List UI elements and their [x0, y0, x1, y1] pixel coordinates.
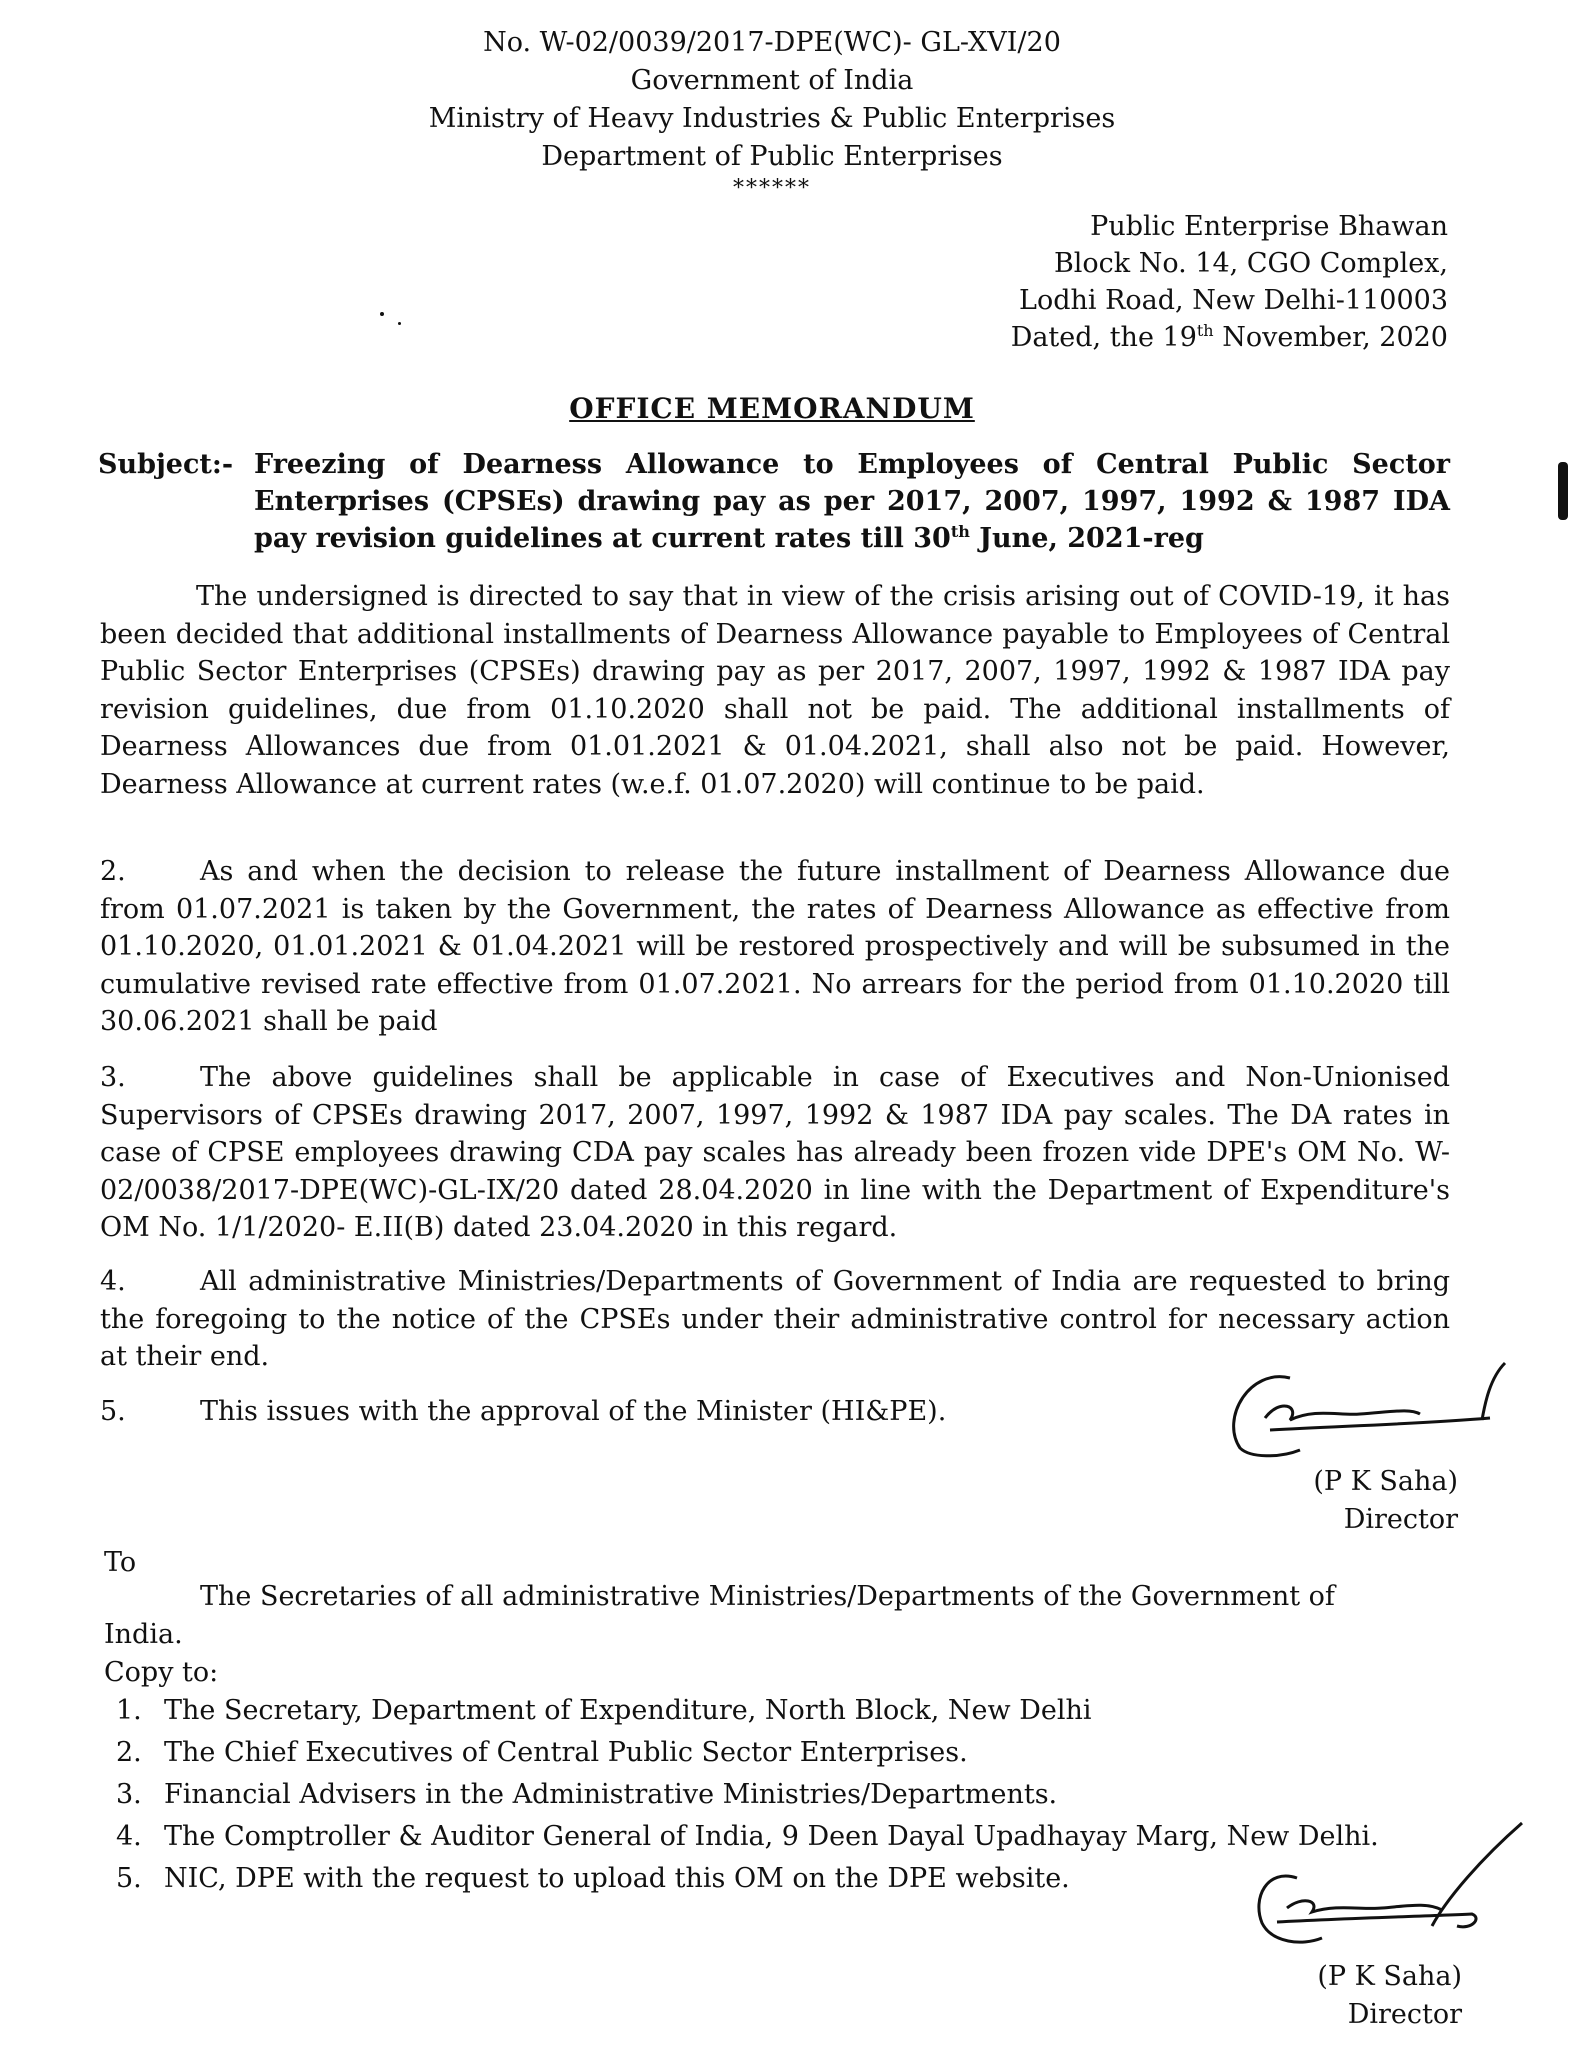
copy-item-number: 3. [116, 1779, 142, 1810]
date-month-year: November, 2020 [1213, 322, 1448, 353]
department-line: Department of Public Enterprises [541, 141, 1003, 172]
address-line-1: Public Enterprise Bhawan [1090, 211, 1448, 242]
paragraph-text: The undersigned is directed to say that in view of the crisis arising out of COVID-19, it has been decided that additional installments of Dearness Allowance payable to Employees of Central Public Sector Enterprises (CPSEs) drawing pay as per 2017, 2007, 1997, 1992 & 1987 IDA pay revision guidelines, due from 01.10.2020 shall not be paid. The additional installments of Dearness Allowances due from 01.01.2021 & 01.04.2021, shall also not be paid. However, Dearness Allowance at current rates (w.e.f. 01.07.2020) will continue to be paid. [100, 581, 1450, 800]
file-number: No. W-02/0039/2017-DPE(WC)- GL-XVI/20 [483, 27, 1061, 58]
subject-text-end: June, 2021-reg [969, 523, 1204, 554]
copy-list-item [116, 1734, 968, 1772]
subject-text-sup: th [950, 522, 970, 541]
scan-speck [398, 322, 401, 325]
paragraph-text: All administrative Ministries/Departments of Government of India are requested to bring the foregoing to the notice of the CPSEs under their administrative control for necessary action at their end. [100, 1266, 1450, 1372]
copy-item-text: NIC, DPE with the request to upload this OM on the DPE website. [164, 1863, 1070, 1894]
copy-list-item [116, 1776, 1057, 1814]
date-prefix: Dated, the 19 [1010, 322, 1197, 353]
subject-text [254, 446, 1450, 557]
signature-2-image [1232, 1818, 1532, 1958]
recipients-line-2: India. [104, 1619, 183, 1650]
copy-list-item [116, 1860, 1070, 1898]
government-line: Government of India [630, 65, 914, 96]
recipients-line-1: The Secretaries of all administrative Ministries/Departments of the Government of [200, 1581, 1335, 1612]
copy-item-text: Financial Advisers in the Administrative Ministries/Departments. [164, 1779, 1058, 1810]
date-line [1011, 319, 1448, 356]
paragraph-text: The above guidelines shall be applicable in case of Executives and Non-Unionised Supervisors of CPSEs drawing 2017, 2007, 1997, 1992 & 1987 IDA pay scales. The DA rates in case of CPSE employees drawing CDA pay scales has already been frozen vide DPE's OM No. W-02/0038/2017-DPE(WC)-GL-IX/20 dated 28.04.2020 in line with the Department of Expenditure's OM No. 1/1/2020- E.II(B) dated 23.04.2020 in this regard. [100, 1062, 1450, 1243]
paragraph-text: As and when the decision to release the future installment of Dearness Allowance due from 01.07.2021 is taken by the Government, the rates of Dearness Allowance as effective from 01.10.2020, 01.01.2021 & 01.04.2021 will be restored prospectively and will be subsumed in the cumulative revised rate effective from 01.07.2021. No arrears for the period from 01.10.2020 till 30.06.2021 shall be paid [100, 856, 1450, 1037]
paragraph-2 [100, 853, 1450, 1041]
copy-item-text: The Comptroller & Auditor General of India, 9 Deen Dayal Upadhayay Marg, New Delhi. [164, 1821, 1379, 1852]
copy-list-item [116, 1818, 1379, 1856]
paragraph-1 [100, 578, 1450, 803]
scan-speck [380, 312, 384, 316]
to-label: To [104, 1547, 137, 1578]
address-line-2: Block No. 14, CGO Complex, [1053, 248, 1448, 279]
copy-item-number: 2. [116, 1737, 142, 1768]
copy-item-number: 5. [116, 1863, 142, 1894]
signature-1-block [1313, 1463, 1458, 1539]
copy-item-text: The Chief Executives of Central Public Sector Enterprises. [164, 1737, 968, 1768]
paragraph-text: This issues with the approval of the Minister (HI&PE). [200, 1396, 947, 1427]
paragraph-number: 2. [100, 856, 126, 887]
signature-2-block [1317, 1958, 1462, 2034]
signature-1-image [1220, 1358, 1520, 1468]
paragraph-number: 3. [100, 1062, 126, 1093]
copy-item-number: 1. [116, 1695, 142, 1726]
signatory-designation: Director [1347, 1999, 1462, 2030]
subject-text-main: Freezing of Dearness Allowance to Employees of Central Public Sector Enterprises (CPSEs) drawing pay as per 2017, 2007, 1997, 1992 & 1987 IDA pay revision guidelines at current rates till 30 [254, 449, 1450, 554]
separator-stars: ****** [733, 176, 811, 201]
copy-list-item [116, 1692, 1092, 1730]
scan-edge-mark [1558, 462, 1568, 520]
paragraph-number: 4. [100, 1266, 126, 1297]
signatory-designation: Director [1343, 1504, 1458, 1535]
paragraph-number: 5. [100, 1396, 126, 1427]
memo-title: OFFICE MEMORANDUM [569, 392, 975, 425]
subject-label: Subject:- [98, 449, 234, 480]
signatory-name: (P K Saha) [1313, 1466, 1458, 1497]
signatory-name: (P K Saha) [1317, 1961, 1462, 1992]
address-block [1011, 208, 1448, 356]
ministry-line: Ministry of Heavy Industries & Public Enterprises [428, 103, 1116, 134]
address-line-3: Lodhi Road, New Delhi-110003 [1019, 285, 1448, 316]
copy-to-label: Copy to: [104, 1657, 219, 1688]
date-suffix-sup: th [1196, 321, 1214, 340]
copy-item-number: 4. [116, 1821, 142, 1852]
copy-item-text: The Secretary, Department of Expenditure, North Block, New Delhi [164, 1695, 1092, 1726]
paragraph-3 [100, 1059, 1450, 1247]
